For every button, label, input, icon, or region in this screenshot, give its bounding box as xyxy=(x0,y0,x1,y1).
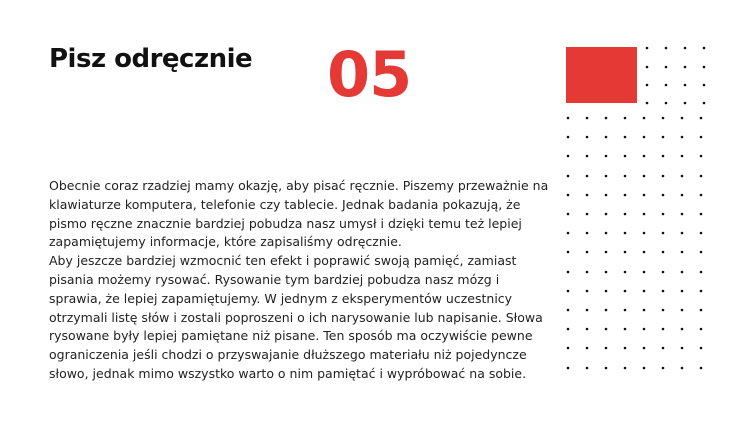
body-text xyxy=(49,177,549,384)
dot xyxy=(662,194,665,197)
dot xyxy=(684,84,687,87)
dot xyxy=(662,271,665,274)
dot xyxy=(646,84,649,87)
dot xyxy=(567,367,570,370)
dot xyxy=(586,194,589,197)
dot xyxy=(643,136,646,139)
dot xyxy=(684,66,687,69)
dot xyxy=(665,84,668,87)
body-paragraph-1: Obecnie coraz rzadziej mamy okazję, aby pisać ręcznie. Piszemy przeważnie na klawiaturze komputera, telefonie czy tablecie. Jednak badania pokazują, że pismo ręczne znacznie bardziej pobudza nasz umysł i dzięki temu też lepiej zapamiętujemy informacje, które zapisaliśmy odręcznie. xyxy=(49,178,549,250)
dot xyxy=(700,175,703,178)
dot xyxy=(643,347,646,350)
dot xyxy=(643,117,646,120)
dot xyxy=(586,290,589,293)
dot xyxy=(643,367,646,370)
dot xyxy=(567,309,570,312)
dot xyxy=(567,271,570,274)
dot xyxy=(624,155,627,158)
dot xyxy=(700,251,703,254)
dot xyxy=(567,175,570,178)
dot xyxy=(703,84,706,87)
dot xyxy=(586,367,589,370)
dot xyxy=(681,251,684,254)
dot xyxy=(567,232,570,235)
dot xyxy=(605,271,608,274)
body-paragraph-2: Aby jeszcze bardziej wzmocnić ten efekt i poprawić swoją pamięć, zamiast pisania możemy rysować. Rysowanie tym bardziej pobudza nasz mózg i sprawia, że lepiej zapamiętujemy. W jednym z eksperymentów uczestnicy otrzymali listę słów i zostali poproszeni o ich narysowanie lub napisanie. Słowa rysowane były lepiej pamiętane niż pisane. Ten sposób ma oczywiście pewne ograniczenia jeśli chodzi o przyswajanie dłuższego materiału niż pojedyncze słowo, jednak mimo wszystko warto o nim pamiętać i wypróbować na sobie. xyxy=(49,253,543,381)
dot xyxy=(662,309,665,312)
dot xyxy=(643,175,646,178)
dot xyxy=(700,347,703,350)
dot xyxy=(624,309,627,312)
dot xyxy=(681,347,684,350)
dot xyxy=(567,194,570,197)
dot xyxy=(605,136,608,139)
dot xyxy=(643,271,646,274)
dot xyxy=(703,47,706,50)
dot xyxy=(643,213,646,216)
dot xyxy=(624,328,627,331)
dot xyxy=(662,251,665,254)
dot xyxy=(681,232,684,235)
dot xyxy=(567,136,570,139)
dot xyxy=(586,251,589,254)
dot xyxy=(643,290,646,293)
dot xyxy=(665,102,668,105)
dot xyxy=(624,136,627,139)
dot xyxy=(567,251,570,254)
dot xyxy=(662,290,665,293)
dot xyxy=(586,347,589,350)
dot xyxy=(662,367,665,370)
dot xyxy=(624,251,627,254)
dot xyxy=(605,194,608,197)
dot xyxy=(624,117,627,120)
dot xyxy=(567,328,570,331)
dot xyxy=(643,328,646,331)
dot xyxy=(681,367,684,370)
dot xyxy=(700,290,703,293)
dot xyxy=(605,290,608,293)
dot xyxy=(681,328,684,331)
dot xyxy=(586,155,589,158)
dot xyxy=(586,175,589,178)
dot xyxy=(700,232,703,235)
dot xyxy=(700,194,703,197)
dot xyxy=(605,309,608,312)
dot xyxy=(646,47,649,50)
dot xyxy=(624,194,627,197)
dot xyxy=(643,155,646,158)
dot xyxy=(605,251,608,254)
dot xyxy=(646,66,649,69)
dot xyxy=(567,117,570,120)
dot xyxy=(681,271,684,274)
dot xyxy=(665,66,668,69)
dot xyxy=(700,271,703,274)
dot xyxy=(605,328,608,331)
dot xyxy=(605,213,608,216)
dot xyxy=(586,271,589,274)
dot xyxy=(662,347,665,350)
dot xyxy=(643,232,646,235)
dot xyxy=(605,232,608,235)
dot xyxy=(643,251,646,254)
dot xyxy=(684,47,687,50)
dot xyxy=(605,155,608,158)
dot xyxy=(567,155,570,158)
dot xyxy=(624,175,627,178)
dot xyxy=(624,271,627,274)
dot-grid-decoration xyxy=(560,40,710,390)
dot xyxy=(700,309,703,312)
dot xyxy=(684,102,687,105)
dot xyxy=(681,290,684,293)
dot xyxy=(662,213,665,216)
dot xyxy=(605,367,608,370)
dot xyxy=(567,347,570,350)
dot xyxy=(700,213,703,216)
dot xyxy=(605,117,608,120)
dot xyxy=(681,175,684,178)
dot xyxy=(681,117,684,120)
dot xyxy=(567,213,570,216)
dot xyxy=(681,136,684,139)
dot xyxy=(703,102,706,105)
dot xyxy=(624,232,627,235)
dot xyxy=(586,117,589,120)
dot xyxy=(700,117,703,120)
dot xyxy=(662,175,665,178)
dot xyxy=(586,328,589,331)
dot xyxy=(681,194,684,197)
dot xyxy=(681,213,684,216)
dot xyxy=(643,194,646,197)
dot xyxy=(586,309,589,312)
dot xyxy=(662,155,665,158)
dot xyxy=(605,175,608,178)
dot xyxy=(643,309,646,312)
dot xyxy=(681,309,684,312)
slide-number: 05 xyxy=(327,38,412,111)
dot xyxy=(700,136,703,139)
dot xyxy=(662,117,665,120)
dot xyxy=(624,290,627,293)
dot xyxy=(567,290,570,293)
dot xyxy=(646,102,649,105)
dot xyxy=(662,328,665,331)
dot xyxy=(624,213,627,216)
dot xyxy=(662,136,665,139)
dot xyxy=(703,66,706,69)
dot xyxy=(586,136,589,139)
dot xyxy=(586,232,589,235)
dot xyxy=(700,367,703,370)
slide-title: Pisz odręcznie xyxy=(49,44,253,74)
dot xyxy=(605,347,608,350)
dot xyxy=(700,155,703,158)
dot xyxy=(662,232,665,235)
dot xyxy=(624,347,627,350)
dot xyxy=(665,47,668,50)
dot xyxy=(586,213,589,216)
dot xyxy=(700,328,703,331)
dot xyxy=(681,155,684,158)
dot xyxy=(624,367,627,370)
